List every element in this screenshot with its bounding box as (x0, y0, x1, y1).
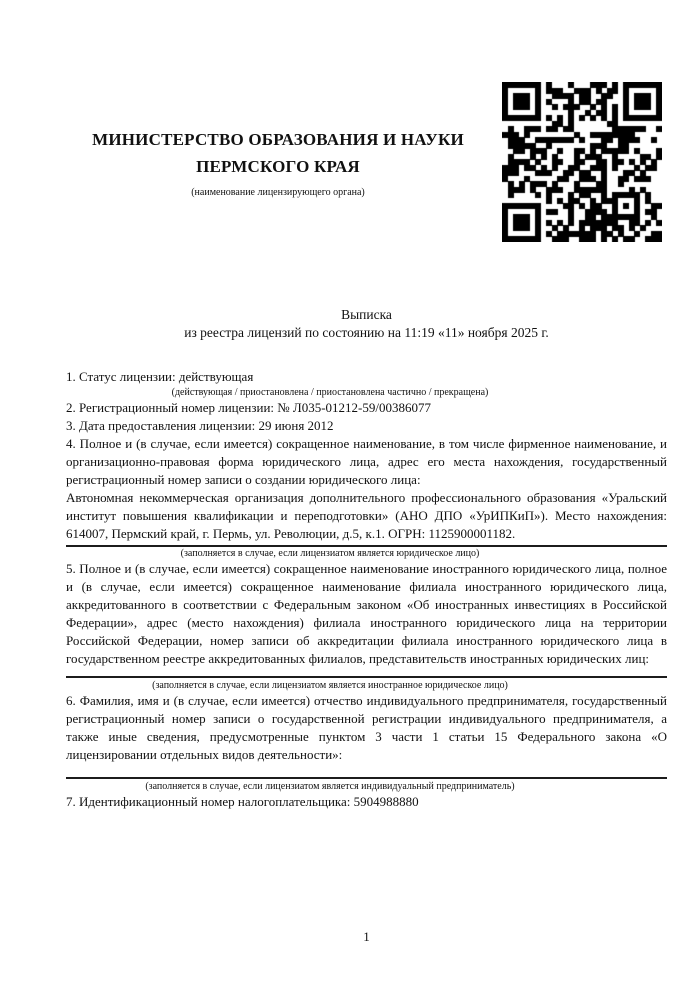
foreign-entity-rule (66, 676, 667, 678)
document-body (66, 368, 667, 811)
document-title-line2: из реестра лицензий по состоянию на 11:19 «11» ноября 2025 г. (184, 325, 549, 340)
page-number: 1 (363, 929, 370, 944)
item-license-status: 1. Статус лицензии: действующая (66, 369, 254, 384)
item-legal-entity-caption: (заполняется в случае, если лицензиатом является юридическое лицо) (180, 548, 480, 559)
item-license-status-caption: (действующая / приостановлена / приостановлена частично / прекращена) (171, 387, 489, 398)
item-legal-entity-value: Автономная некоммерческая организация дополнительного профессионального образования «Уральский институт повышения квалификации и переподготовки» (АНО ДПО «УрИПКиП»). Место нахождения: 614007, Пермский край, г. Пермь, ул. Революции, д.5, к.1. ОГРН: 1125900001182. (66, 490, 667, 541)
item-taxpayer-number: 7. Идентификационный номер налогоплательщика: 5904988880 (66, 794, 419, 809)
entrepreneur-rule (66, 777, 667, 779)
ministry-name-line1: МИНИСТЕРСТВО ОБРАЗОВАНИЯ И НАУКИ (92, 130, 464, 149)
document-title-line1: Выписка (341, 307, 392, 322)
qr-code-canvas (502, 82, 662, 242)
item-entrepreneur-label: 6. Фамилия, имя и (в случае, если имеется) отчество индивидуального предпринимателя, государственный регистрационный номер записи о государственной регистрации индивидуального предпринимателя, а также иные сведения, предусмотренные пунктом 3 части 1 статьи 15 Федерального закона «О лицензировании отдельных видов деятельности»: (66, 693, 667, 762)
qr-code-image (502, 82, 662, 242)
item-foreign-entity-caption: (заполняется в случае, если лицензиатом является иностранное юридическое лицо) (152, 680, 508, 691)
licensing-authority-header (66, 126, 490, 199)
item-grant-date: 3. Дата предоставления лицензии: 29 июня 2012 (66, 418, 334, 433)
item-entrepreneur-caption: (заполняется в случае, если лицензиатом является индивидуальный предприниматель) (145, 781, 515, 792)
licensing-authority-caption: (наименование лицензирующего органа) (191, 187, 365, 198)
legal-entity-rule (66, 545, 667, 547)
item-legal-entity-label: 4. Полное и (в случае, если имеется) сокращенное наименование, в том числе фирменное наименование, и организационно-правовая форма юридического лица, адрес его места нахождения, государственный регистрационный номер записи о создании юридического лица: (66, 436, 667, 487)
document-title (66, 306, 667, 342)
ministry-name-line2: ПЕРМСКОГО КРАЯ (196, 157, 360, 176)
item-registration-number: 2. Регистрационный номер лицензии: № Л035-01212-59/00386077 (66, 400, 432, 415)
item-foreign-entity-label: 5. Полное и (в случае, если имеется) сокращенное наименование иностранного юридического лица, полное и (в случае, если имеется) сокращенное наименование филиала иностранного юридического лица, аккредитованного в соответствии с Федеральным законом «Об иностранных инвестициях в Российской Федерации», адрес (место нахождения) филиала иностранного юридического лица на территории Российской Федерации, номер записи об аккредитации филиала иностранного юридического лица в государственном реестре аккредитованных филиалов, представительств иностранных юридических лиц: (66, 561, 667, 666)
